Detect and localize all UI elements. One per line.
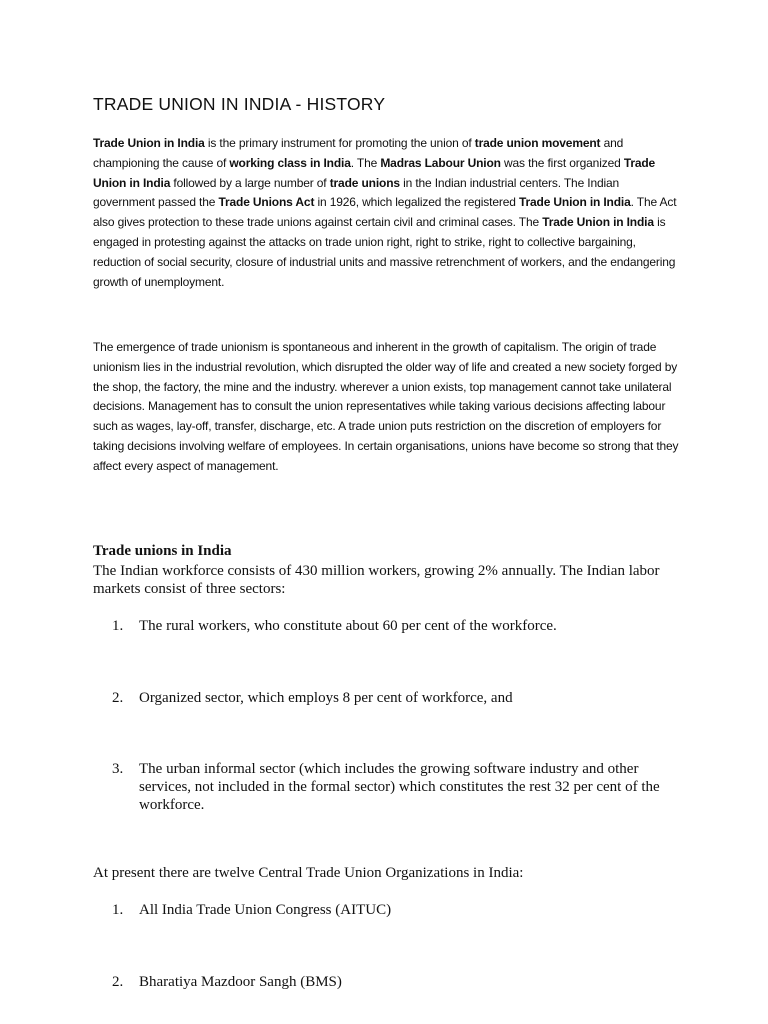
organization-list-item (112, 973, 672, 991)
text-run: in 1926, which legalized the registered (314, 195, 519, 210)
bold-term: Trade Union in India (93, 136, 205, 150)
list-text: All India Trade Union Congress (AITUC) (139, 902, 392, 918)
text-run: was the first organized (500, 155, 624, 170)
bold-term: Trade Union in India (93, 155, 656, 190)
organization-list-item (112, 901, 672, 919)
list-number: 1. (112, 902, 124, 918)
list-text: The urban informal sector (which includes the growing software industry and other services, not included in the formal sector) which constitutes the rest 32 per cent of the workforce. (139, 761, 660, 813)
list-number: 1. (112, 618, 124, 634)
bold-term: Trade Union in India (518, 195, 631, 210)
bold-term: trade unions (329, 175, 400, 190)
bold-term: Trade Union in India (542, 215, 654, 230)
bold-term: working class in India (229, 155, 351, 170)
history-paragraph-2: The emergence of trade unionism is spontaneous and inherent in the growth of capitalism. The origin of trade unionism lies in the industrial revolution, which disrupted the older way of life and created a new society forged by the shop, the factory, the mine and the industry. wherever a union exists, top management cannot take unilateral decisions. Management has to consult the union representatives while taking various decisions affecting labour such as wages, lay-off, transfer, discharge, etc. A trade union puts restriction on the discretion of employers for taking decisions involving welfare of employees. In certain organisations, unions have become so strong that they affect every aspect of management. (93, 340, 679, 473)
sector-list-item (112, 689, 672, 707)
history-paragraph-1 (93, 134, 683, 292)
text-run: . The (350, 155, 381, 170)
list-text: Organized sector, which employs 8 per cent of workforce, and (139, 690, 513, 706)
list-text: Bharatiya Mazdoor Sangh (BMS) (139, 974, 342, 990)
text-run: . The Act also gives protection to these trade unions against certain civil and criminal cases. The (93, 195, 677, 230)
list-text: The rural workers, who constitute about 60 per cent of the workforce. (139, 618, 557, 634)
text-run: is engaged in protesting against the attacks on trade union right, right to strike, right to collective bargaining, reduction of social security, closure of industrial units and massive retrenchment of workers, and the endangering growth of unemployment. (93, 215, 676, 289)
organizations-intro: At present there are twelve Central Trade Union Organizations in India: (93, 865, 524, 881)
section-intro: The Indian workforce consists of 430 million workers, growing 2% annually. The Indian labor markets consist of three sectors: (93, 563, 660, 597)
text-run: followed by a large number of (170, 175, 330, 190)
list-number: 2. (112, 974, 124, 990)
section-heading: Trade unions in India (93, 543, 232, 559)
text-run: and championing the cause of (93, 136, 624, 170)
sector-list-item (112, 760, 672, 814)
bold-term: Madras Labour Union (380, 155, 501, 170)
list-number: 3. (112, 761, 124, 777)
bold-term: trade union movement (474, 136, 601, 150)
text-run: in the Indian industrial centers. The Indian government passed the (93, 175, 620, 210)
bold-term: Trade Unions Act (218, 195, 315, 210)
document-title: TRADE UNION IN INDIA - HISTORY (93, 94, 386, 114)
list-number: 2. (112, 690, 124, 706)
text-run: is the primary instrument for promoting the union of (204, 136, 475, 150)
sector-list-item (112, 617, 672, 635)
